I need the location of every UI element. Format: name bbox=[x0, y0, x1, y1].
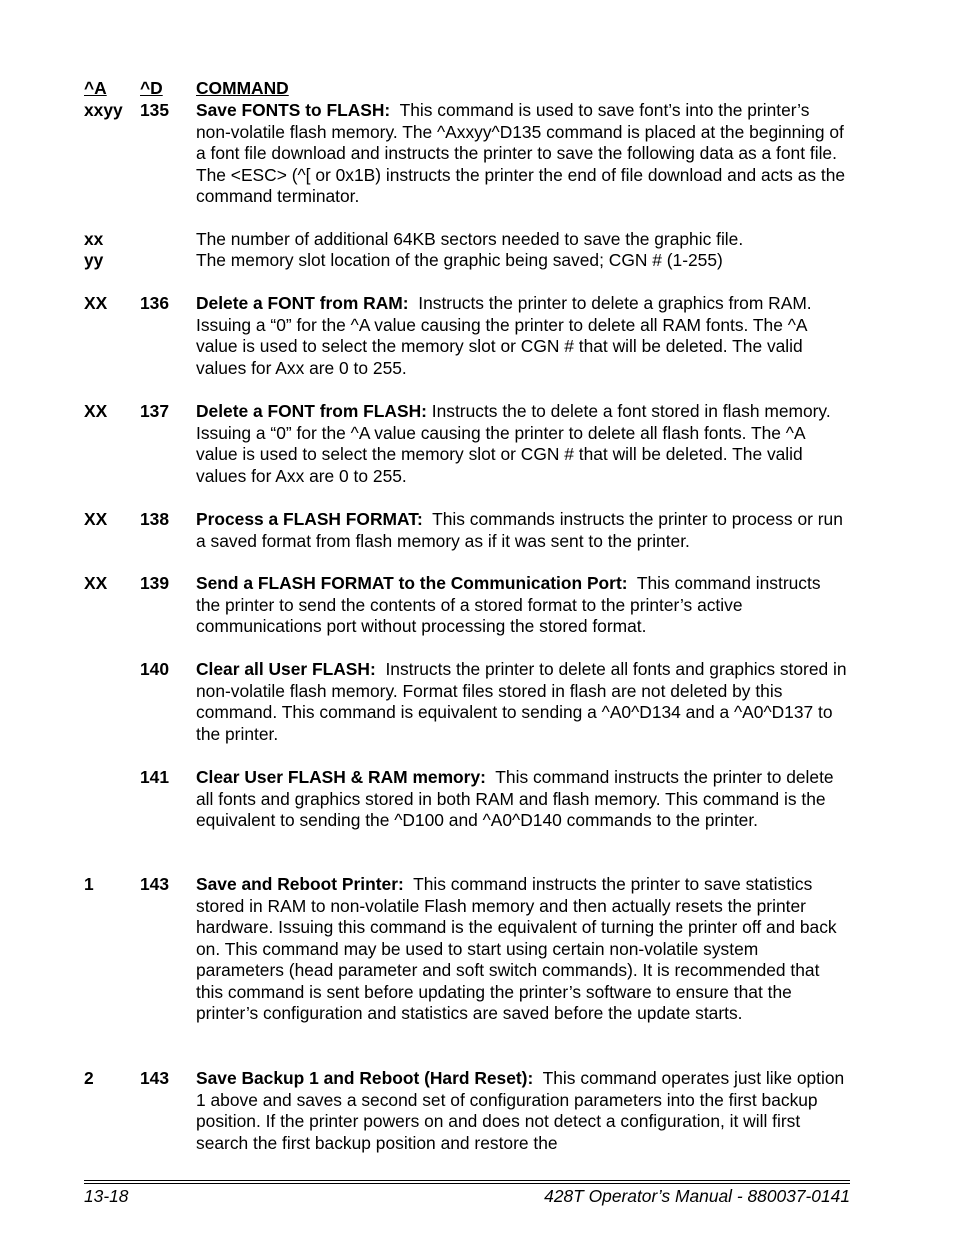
entry-description bbox=[196, 100, 848, 208]
entry-text: Instructs the printer to delete all fonts and graphics stored in non-volatile flash memory. Format files stored in flash are not deleted by this command. This command is equivalent to sending a ^A0^D134 and a ^A0^D137 to the printer. bbox=[196, 659, 847, 744]
entry-title: Clear User FLASH & RAM memory: bbox=[196, 767, 486, 787]
entry-description bbox=[196, 293, 848, 379]
entry-d-value: 143 bbox=[140, 1068, 170, 1088]
entry-a-value: XX bbox=[84, 509, 108, 529]
entry-d-value: 138 bbox=[140, 509, 170, 529]
entry-description bbox=[196, 509, 848, 552]
entry-a-value: XX bbox=[84, 573, 108, 593]
entry-description bbox=[196, 573, 848, 638]
parameter-text: The memory slot location of the graphic being saved; CGN # (1-255) bbox=[196, 250, 723, 270]
entry-text: This command instructs the printer to send the contents of a stored format to the printer’s active communications port without processing the stored format. bbox=[196, 573, 821, 636]
parameter-name: xx bbox=[84, 229, 104, 249]
entry-description bbox=[196, 874, 848, 1025]
entry-description bbox=[196, 659, 848, 745]
entry-description bbox=[196, 1068, 848, 1154]
entry-title: Save and Reboot Printer: bbox=[196, 874, 404, 894]
entry-a-value: 1 bbox=[84, 874, 94, 894]
entry-text: This command instructs the printer to delete all fonts and graphics stored in both RAM and flash memory. This command is the equivalent to sending the ^D100 and ^A0^D140 commands to the printer. bbox=[196, 767, 834, 830]
entry-title: Send a FLASH FORMAT to the Communication Port: bbox=[196, 573, 628, 593]
entry-a-value: 2 bbox=[84, 1068, 94, 1088]
parameter-text: The number of additional 64KB sectors needed to save the graphic file. bbox=[196, 229, 744, 249]
entry-text: Instructs the printer to delete a graphics from RAM. Issuing a “0” for the ^A value causing the printer to delete all RAM fonts. The ^A value is used to select the memory slot or CGN # that will be deleted. The valid values for Axx are 0 to 255. bbox=[196, 293, 812, 378]
parameter-name: yy bbox=[84, 250, 104, 270]
entry-text: This command operates just like option 1 above and saves a second set of configuration parameters into the first backup position. If the printer powers on and does not detect a configuration, it will first search the first backup position and restore the bbox=[196, 1068, 845, 1153]
column-header-command: COMMAND bbox=[196, 78, 289, 98]
entry-d-value: 135 bbox=[140, 100, 170, 120]
column-header-d: ^D bbox=[140, 78, 163, 98]
entry-text: This commands instructs the printer to process or run a saved format from flash memory as if it was sent to the printer. bbox=[196, 509, 843, 551]
entry-description bbox=[196, 767, 848, 832]
entry-description bbox=[196, 401, 848, 487]
entry-text: This command instructs the printer to save statistics stored in RAM to non-volatile Flash memory and then actually resets the printer hardware. Issuing this command is the equivalent of turning the printer off and back on. This command may be used to start using certain non-volatile system parameters (head parameter and soft switch commands). It is recommended that this command is sent before updating the printer’s software to ensure that the printer’s configuration and statistics are saved before the update starts. bbox=[196, 874, 837, 1023]
footer-rule-bottom bbox=[84, 1183, 850, 1184]
entry-text: This command is used to save font’s into the printer’s non-volatile flash memory. The ^Axxyy^D135 command is placed at the beginning of a font file download and instructs the printer to save the following data as a font file. The <ESC> (^[ or 0x1B) instructs the printer the end of file download and acts as the command terminator. bbox=[196, 100, 846, 206]
entry-a-value: XX bbox=[84, 293, 108, 313]
entry-d-value: 137 bbox=[140, 401, 170, 421]
entry-title: Save FONTS to FLASH: bbox=[196, 100, 391, 120]
footer-page-number: 13-18 bbox=[84, 1186, 129, 1206]
entry-d-value: 136 bbox=[140, 293, 170, 313]
footer-rule-top bbox=[84, 1180, 850, 1181]
column-header-a: ^A bbox=[84, 78, 107, 98]
entry-a-value: xxyy bbox=[84, 100, 123, 120]
footer-manual-title: 428T Operator’s Manual - 880037-0141 bbox=[544, 1186, 850, 1206]
entry-title: Delete a FONT from FLASH: bbox=[196, 401, 427, 421]
entry-a-value: XX bbox=[84, 401, 108, 421]
entry-d-value: 140 bbox=[140, 659, 170, 679]
entry-d-value: 143 bbox=[140, 874, 170, 894]
entry-title: Process a FLASH FORMAT: bbox=[196, 509, 423, 529]
entry-d-value: 141 bbox=[140, 767, 170, 787]
entry-d-value: 139 bbox=[140, 573, 170, 593]
entry-title: Clear all User FLASH: bbox=[196, 659, 376, 679]
entry-title: Delete a FONT from RAM: bbox=[196, 293, 409, 313]
entry-text: Instructs the to delete a font stored in flash memory. Issuing a “0” for the ^A value causing the printer to delete all flash fonts. The ^A value is used to select the memory slot or CGN # that will be deleted. The valid values for Axx are 0 to 255. bbox=[196, 401, 831, 486]
entry-title: Save Backup 1 and Reboot (Hard Reset): bbox=[196, 1068, 534, 1088]
